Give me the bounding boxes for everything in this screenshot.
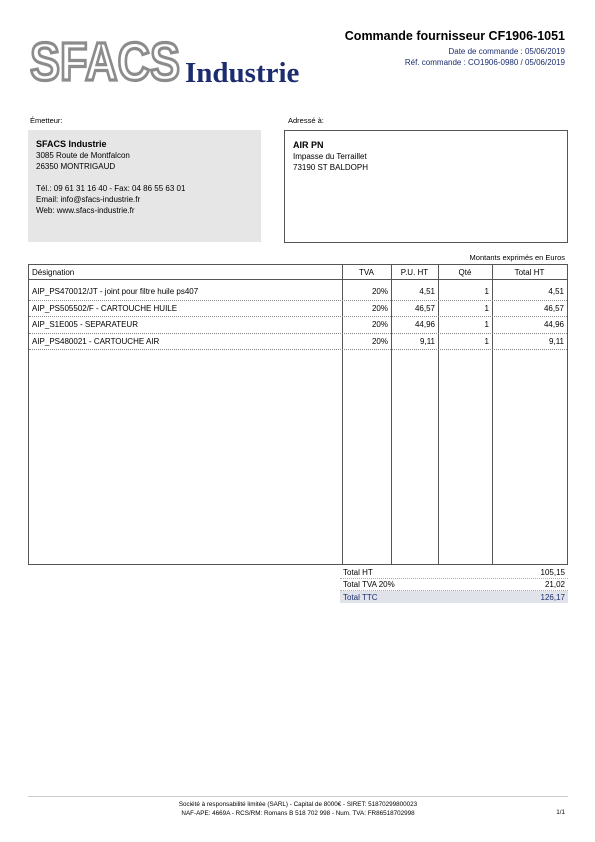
header-qty: Qté bbox=[458, 267, 472, 277]
items-table bbox=[28, 264, 568, 565]
row-tva: 20% bbox=[371, 320, 388, 330]
sender-label: Émetteur: bbox=[30, 116, 63, 125]
header-tva: TVA bbox=[359, 267, 374, 277]
sender-email: Email: info@sfacs-industrie.fr bbox=[36, 195, 141, 204]
sender-web: Web: www.sfacs-industrie.fr bbox=[36, 206, 135, 215]
total-ttc-value: 126,17 bbox=[540, 592, 565, 602]
row-pu-ht: 46,57 bbox=[414, 303, 435, 313]
footer-divider bbox=[28, 796, 568, 797]
table-row bbox=[29, 301, 567, 318]
total-ttc-row bbox=[340, 591, 568, 603]
row-pu-ht: 4,51 bbox=[419, 287, 435, 297]
row-tva: 20% bbox=[371, 303, 388, 313]
row-qty: 1 bbox=[484, 287, 489, 297]
row-total-ht: 44,96 bbox=[543, 320, 564, 330]
row-total-ht: 46,57 bbox=[543, 303, 564, 313]
recipient-name: AIR PN bbox=[293, 140, 324, 150]
row-total-ht: 4,51 bbox=[548, 287, 564, 297]
row-designation: AIP_S1E005 - SEPARATEUR bbox=[32, 320, 138, 330]
total-ht-value: 105,15 bbox=[540, 568, 565, 577]
recipient-box bbox=[284, 130, 568, 243]
footer-legal-line2: NAF-APE: 4669A - RCS/RM: Romans B 518 702 998 - Num. TVA: FR86518702998 bbox=[181, 810, 415, 817]
company-logo bbox=[30, 30, 315, 90]
recipient-address-line2: 73190 ST BALDOPH bbox=[293, 163, 369, 172]
document-header bbox=[345, 29, 565, 68]
total-ht-label: Total HT bbox=[343, 568, 373, 577]
row-designation: AIP_PS470012/JT - joint pour filtre huile ps407 bbox=[32, 287, 199, 297]
total-tva-row bbox=[340, 579, 568, 591]
row-qty: 1 bbox=[484, 303, 489, 313]
sender-address-line1: 3085 Route de Montfalcon bbox=[36, 151, 130, 160]
row-designation: AIP_PS505502/F - CARTOUCHE HUILE bbox=[32, 303, 178, 313]
sender-address-line2: 26350 MONTRIGAUD bbox=[36, 162, 116, 171]
sender-name: SFACS Industrie bbox=[36, 139, 107, 149]
amount-note: Montants exprimés en Euros bbox=[469, 253, 565, 262]
recipient-label: Adressé à: bbox=[288, 116, 324, 125]
row-total-ht: 9,11 bbox=[549, 336, 564, 346]
footer-legal-line1: Société à responsabilité limitée (SARL) - Capital de 8000€ - SIRET: 51870299800023 bbox=[178, 801, 418, 808]
total-ht-row bbox=[340, 567, 568, 579]
table-header bbox=[29, 265, 567, 280]
logo-word: Industrie bbox=[185, 57, 300, 89]
totals-block bbox=[340, 567, 568, 603]
row-qty: 1 bbox=[484, 336, 489, 346]
row-tva: 20% bbox=[371, 287, 388, 297]
row-pu-ht: 9,11 bbox=[420, 336, 435, 346]
total-tva-label: Total TVA 20% bbox=[343, 580, 395, 589]
order-date: Date de commande : 05/06/2019 bbox=[448, 47, 565, 56]
row-qty: 1 bbox=[484, 320, 489, 330]
order-reference: Réf. commande : CO1906-0980 / 05/06/2019 bbox=[404, 58, 565, 67]
page-number: 1/1 bbox=[556, 809, 565, 816]
row-tva: 20% bbox=[371, 336, 388, 346]
logo-graphic bbox=[30, 30, 315, 90]
footer bbox=[28, 800, 568, 818]
document-title: Commande fournisseur CF1906-1051 bbox=[344, 29, 565, 43]
recipient-address-line1: Impasse du Terraillet bbox=[293, 152, 367, 161]
header-total-ht: Total HT bbox=[514, 267, 545, 277]
table-row bbox=[29, 334, 567, 351]
row-designation: AIP_PS480021 - CARTOUCHE AIR bbox=[32, 336, 160, 346]
total-tva-value: 21,02 bbox=[544, 580, 565, 589]
table-row bbox=[29, 317, 567, 334]
sender-box bbox=[28, 130, 261, 242]
header-pu-ht: P.U. HT bbox=[400, 267, 429, 277]
row-pu-ht: 44,96 bbox=[414, 320, 435, 330]
logo-mark: SFACS bbox=[30, 32, 180, 90]
total-ttc-label: Total TTC bbox=[343, 592, 378, 602]
sender-phone-fax: Tél.: 09 61 31 16 40 - Fax: 04 86 55 63 01 bbox=[36, 184, 186, 193]
table-row bbox=[29, 284, 567, 301]
header-designation: Désignation bbox=[32, 267, 75, 277]
